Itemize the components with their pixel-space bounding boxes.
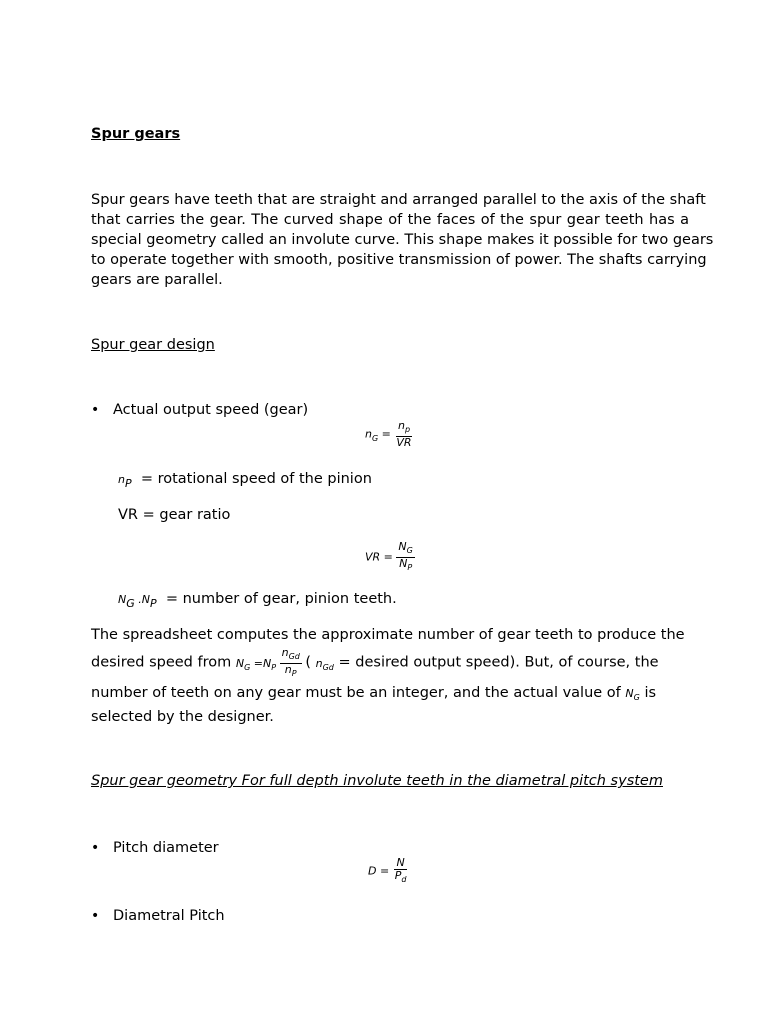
definition-np (118, 471, 372, 490)
def-text: = rotational speed of the pinion (140, 471, 372, 487)
intro-paragraph (91, 190, 714, 290)
def-subscript: P (124, 476, 132, 490)
eq-fraction (396, 541, 414, 574)
text-run: desired speed from (91, 654, 232, 671)
spreadsheet-line-4: selected by the designer. (91, 709, 274, 725)
eq-symbol: n (365, 427, 372, 441)
bullet-marker: • (91, 840, 100, 856)
eq-sign: = (376, 864, 390, 878)
eq-sign: = (378, 427, 391, 441)
inline-equation: $N_G =N_P$ $\frac{n_{Gd}}{n_P}$ (235, 646, 300, 679)
equation-gear-ratio (365, 541, 415, 574)
geometry-heading: Spur gear geometry For full depth involute teeth in the diametral pitch system (91, 773, 663, 789)
text-run: number of teeth on any gear must be an integer, and the actual value of (91, 685, 621, 701)
text-run: = desired output speed). But, of course, the (338, 654, 659, 671)
intro-line: Spur gears have teeth that are straight and arranged parallel to the axis of the shaft (91, 192, 706, 208)
inline-symbol: $n_{Gd}$ (315, 656, 334, 672)
eq-symbol: VR (365, 550, 381, 564)
def-symbol: N (141, 593, 150, 606)
eq-numerator: $n_p$ (396, 420, 412, 437)
design-heading: Spur gear design (91, 337, 215, 353)
eq-denominator: VR (396, 436, 412, 450)
inline-symbol: $N_G$ (625, 687, 640, 703)
eq-denominator: $N_P$ (399, 557, 413, 573)
bullet-pitch-diameter: Pitch diameter (113, 840, 219, 856)
equation-output-speed (365, 420, 414, 449)
spreadsheet-line-2 (91, 647, 659, 680)
equation-pitch-diameter (368, 857, 408, 886)
def-text: = number of gear, pinion teeth. (165, 591, 397, 607)
text-run: is (644, 685, 657, 701)
def-subscript: P (150, 596, 157, 610)
spreadsheet-line-1: The spreadsheet computes the approximate number of gear teeth to produce the (91, 627, 685, 643)
bullet-marker: • (91, 402, 100, 418)
eq-denominator: $n_P$ (284, 663, 297, 679)
definition-teeth (118, 591, 397, 610)
intro-line: to operate together with smooth, positive transmission of power. The shafts carrying (91, 252, 707, 268)
eq-symbol: D (368, 864, 377, 878)
intro-line: special geometry called an involute curve. This shape makes it possible for two gears (91, 232, 714, 248)
eq-denominator: $P_d$ (394, 869, 407, 885)
spreadsheet-line-3 (91, 685, 656, 702)
eq-numerator: $N_G$ (396, 541, 414, 558)
bullet-marker: • (91, 908, 100, 924)
def-separator: . (134, 593, 142, 606)
eq-numerator: $n_{Gd}$ (280, 647, 302, 664)
eq-fraction (394, 420, 413, 449)
intro-line: that carries the gear. The curved shape of the faces of the spur gear teeth has a (91, 212, 689, 228)
eq-sign: = (380, 550, 393, 564)
definition-vr: VR = gear ratio (118, 507, 231, 523)
eq-subscript: G (371, 433, 379, 443)
intro-line: gears are parallel. (91, 272, 223, 288)
def-symbol: N (118, 593, 127, 606)
def-symbol: n (118, 473, 125, 486)
bullet-output-speed: Actual output speed (gear) (113, 402, 309, 418)
page-title: Spur gears (91, 126, 181, 142)
eq-fraction (280, 647, 302, 680)
text-run: ( (305, 654, 312, 671)
def-subscript: G (126, 596, 135, 610)
eq-numerator: N (396, 856, 405, 869)
bullet-diametral-pitch: Diametral Pitch (113, 908, 225, 924)
eq-fraction (393, 857, 409, 886)
